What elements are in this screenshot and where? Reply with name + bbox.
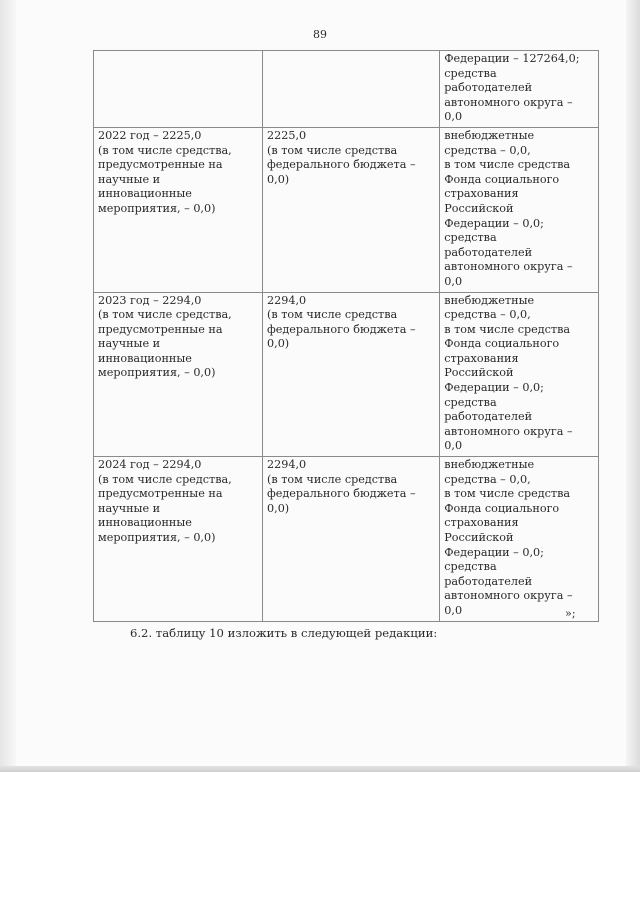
cell-text-line: Фонда социального (444, 337, 560, 351)
year-total-cell (94, 51, 263, 128)
cell-text-line: предусмотренные на (98, 158, 223, 172)
cell-text-line: страхования (444, 351, 519, 365)
cell-text-line: страхования (444, 516, 519, 530)
cell-text-line: работодателей (444, 410, 533, 424)
funding-table (93, 50, 599, 622)
cell-text-line: 2022 год – 2225,0 (98, 128, 202, 142)
cell-text-line: Федерации – 0,0; (444, 545, 544, 559)
cell-text-line: 0,0 (444, 274, 463, 288)
cell-text-line: 2294,0 (267, 458, 307, 472)
extrabudget-cell (440, 457, 599, 622)
cell-text-line: (в том числе средства, (98, 308, 232, 322)
cell-text-line: 0,0 (444, 603, 463, 617)
scan-left-shadow (0, 0, 16, 772)
cell-text-line: автономного округа – (444, 424, 573, 438)
extrabudget-cell (440, 292, 599, 457)
cell-text-line: внебюджетные (444, 128, 535, 142)
cell-text-line: инновационные (98, 187, 192, 201)
cell-text-line: мероприятия, – 0,0) (98, 366, 216, 380)
cell-text-line: научные и (98, 337, 161, 351)
cell-text-line: 2225,0 (267, 128, 307, 142)
federal-budget-cell (263, 457, 440, 622)
cell-text-line: средства – 0,0, (444, 472, 531, 486)
cell-text-line: научные и (98, 501, 161, 515)
federal-budget-cell (263, 51, 440, 128)
cell-text-line: федерального бюджета – (267, 158, 416, 172)
page-number: 89 (313, 28, 327, 41)
table-row (94, 292, 599, 457)
cell-text-line: 0,0) (267, 501, 290, 515)
cell-text-line: предусмотренные на (98, 322, 223, 336)
cell-text-line: (в том числе средства, (98, 472, 232, 486)
cell-text-line: средства (444, 66, 497, 80)
cell-text-line: внебюджетные (444, 293, 535, 307)
extrabudget-cell (440, 51, 599, 128)
cell-text-line: Федерации – 127264,0; (444, 52, 580, 65)
cell-text-line: средства (444, 395, 497, 409)
cell-text-line: работодателей (444, 574, 533, 588)
cell-text-line: мероприятия, – 0,0) (98, 531, 216, 544)
cell-text-line: 2294,0 (267, 293, 307, 307)
cell-text-line: средства (444, 231, 497, 245)
year-total-cell (94, 457, 263, 622)
year-total-cell (94, 127, 263, 292)
cell-text-line: Фонда социального (444, 172, 560, 186)
cell-text-line: Фонда социального (444, 501, 560, 515)
cell-text-line: (в том числе средства, (98, 143, 232, 157)
cell-text-line: Российской (444, 531, 514, 544)
table-row (94, 457, 599, 622)
cell-text-line: федерального бюджета – (267, 487, 416, 501)
cell-text-line: 0,0) (267, 337, 290, 351)
table-row (94, 127, 599, 292)
cell-text-line: страхования (444, 187, 519, 201)
cell-text-line: (в том числе средства (267, 143, 398, 157)
cell-text-line: 0,0 (444, 439, 463, 453)
cell-text-line: (в том числе средства (267, 308, 398, 322)
cell-text-line: автономного округа – (444, 95, 573, 109)
cell-text-line: автономного округа – (444, 260, 573, 274)
cell-text-line: работодателей (444, 81, 533, 95)
federal-budget-cell (263, 127, 440, 292)
cell-text-line: внебюджетные (444, 458, 535, 472)
cell-text-line: средства – 0,0, (444, 308, 531, 322)
year-total-cell (94, 292, 263, 457)
cell-text-line: автономного округа – (444, 589, 573, 603)
cell-text-line: работодателей (444, 245, 533, 259)
extrabudget-cell (440, 127, 599, 292)
scan-bottom-edge (0, 766, 640, 772)
cell-text-line: (в том числе средства (267, 472, 398, 486)
cell-text-line: инновационные (98, 351, 192, 365)
funding-table-body (94, 51, 599, 622)
scan-right-shadow (626, 0, 640, 772)
cell-text-line: в том числе средства (444, 158, 571, 172)
cell-text-line: Федерации – 0,0; (444, 216, 544, 230)
cell-text-line: федерального бюджета – (267, 322, 416, 336)
cell-text-line: Российской (444, 201, 514, 215)
federal-budget-cell (263, 292, 440, 457)
section-paragraph: 6.2. таблицу 10 изложить в следующей редакции: (130, 626, 438, 640)
cell-text-line: Российской (444, 366, 514, 380)
cell-text-line: предусмотренные на (98, 487, 223, 501)
cell-text-line: в том числе средства (444, 487, 571, 501)
cell-text-line: научные и (98, 172, 161, 186)
cell-text-line: 0,0) (267, 172, 290, 186)
cell-text-line: 0,0 (444, 110, 463, 124)
table-row (94, 51, 599, 128)
cell-text-line: мероприятия, – 0,0) (98, 201, 216, 215)
cell-text-line: средства (444, 560, 497, 574)
cell-text-line: средства – 0,0, (444, 143, 531, 157)
closing-quote: »; (565, 607, 576, 620)
cell-text-line: 2024 год – 2294,0 (98, 458, 202, 472)
cell-text-line: 2023 год – 2294,0 (98, 293, 202, 307)
cell-text-line: инновационные (98, 516, 192, 530)
cell-text-line: в том числе средства (444, 322, 571, 336)
cell-text-line: Федерации – 0,0; (444, 381, 544, 395)
